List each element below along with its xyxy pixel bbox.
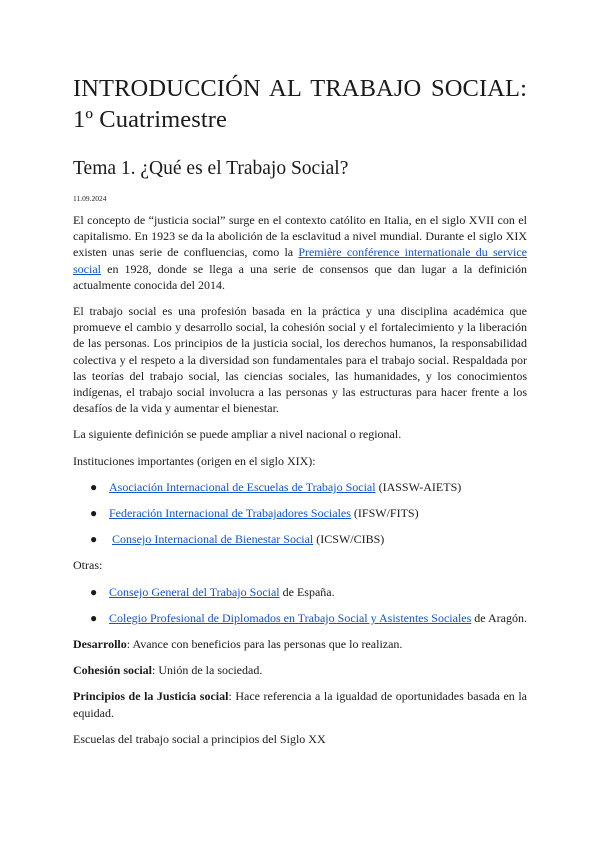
definition-text: : Avance con beneficios para las personas que lo realizan. xyxy=(126,637,403,652)
list-item xyxy=(73,610,527,626)
topic-heading: Tema 1. ¿Qué es el Trabajo Social? xyxy=(73,158,349,179)
institutions-list xyxy=(73,479,527,548)
link-premiere-conference[interactable]: Première conférence internationale du service social xyxy=(73,245,527,276)
bullet-icon: ● xyxy=(90,506,98,521)
others-intro: Otras: xyxy=(73,558,103,573)
closing-line: Escuelas del trabajo social a principios del Siglo XX xyxy=(73,731,326,746)
paragraph-definition: El trabajo social es una profesión basada en la práctica y una disciplina académica que promueve el cambio y desarrollo social, la cohesión social y el fortalecimiento y la liberación de las personas. Los principios de la justicia social, los derechos humanos, la responsabilidad colectiva y el respeto a la diversidad son fundamentales para el trabajo social. Respaldada por las teorías del trabajo social, las ciencias sociales, las humanidades, y los conocimientos indígenas, el trabajo social involucra a las personas y las estructuras para hacer frente a los desafíos de la vida y aumentar el bienestar. xyxy=(73,304,527,416)
list-item-suffix: de Aragón. xyxy=(471,610,527,625)
others-list xyxy=(73,584,527,626)
list-item xyxy=(73,531,527,547)
list-item-suffix: (ICSW/CIBS) xyxy=(313,532,385,547)
definition-cohesion xyxy=(73,662,527,678)
bullet-icon: ● xyxy=(90,584,98,599)
paragraph-text: en 1928, donde se llega a una serie de consensos que dan lugar a la definición actualmente conocida del 2014. xyxy=(73,261,527,292)
bullet-icon: ● xyxy=(90,610,98,625)
definition-term: Principios de la Justicia social xyxy=(73,689,229,704)
list-item-suffix: (IFSW/FITS) xyxy=(350,506,419,521)
paragraph-note: La siguiente definición se puede ampliar a nivel nacional o regional. xyxy=(73,427,402,442)
definition-term: Cohesión social xyxy=(73,663,153,678)
definition-principios xyxy=(73,688,527,720)
definition-term: Desarrollo xyxy=(73,637,127,652)
list-item-suffix: (IASSW-AIETS) xyxy=(375,479,462,494)
document-title: INTRODUCCIÓN AL TRABAJO SOCIAL: 1º Cuatrimestre xyxy=(73,75,527,133)
link-consejo-general[interactable]: Consejo General del Trabajo Social xyxy=(109,584,280,599)
link-ifsw[interactable]: Federación Internacional de Trabajadores Sociales xyxy=(109,506,351,521)
bullet-icon: ● xyxy=(90,479,98,494)
definition-text: : Unión de la sociedad. xyxy=(152,663,263,678)
paragraph-justicia-social xyxy=(73,212,527,293)
list-item xyxy=(73,584,527,600)
bullet-icon: ● xyxy=(90,532,98,547)
link-icsw[interactable]: Consejo Internacional de Bienestar Social xyxy=(112,532,314,547)
link-colegio-profesional[interactable]: Colegio Profesional de Diplomados en Trabajo Social y Asistentes Sociales xyxy=(109,610,472,625)
institutions-intro: Instituciones importantes (origen en el siglo XIX): xyxy=(73,453,316,468)
definition-text: : Hace referencia a la igualdad de oportunidades basada en la equidad. xyxy=(73,689,527,720)
list-item xyxy=(73,479,527,495)
definition-desarrollo xyxy=(73,636,527,652)
list-item xyxy=(73,505,527,521)
date-label: 11.09.2024 xyxy=(73,194,107,203)
document-body xyxy=(73,212,527,757)
link-iassw[interactable]: Asociación Internacional de Escuelas de Trabajo Social xyxy=(109,479,376,494)
paragraph-text: El concepto de “justicia social” surge en el contexto católito en Italia, en el siglo XVII con el capitalismo. En 1923 se da la abolición de la esclavitud a nivel mundial. Durante el siglo XIX existen unas serie de confluencias, como la xyxy=(73,213,527,260)
list-item-suffix: de España. xyxy=(279,584,335,599)
